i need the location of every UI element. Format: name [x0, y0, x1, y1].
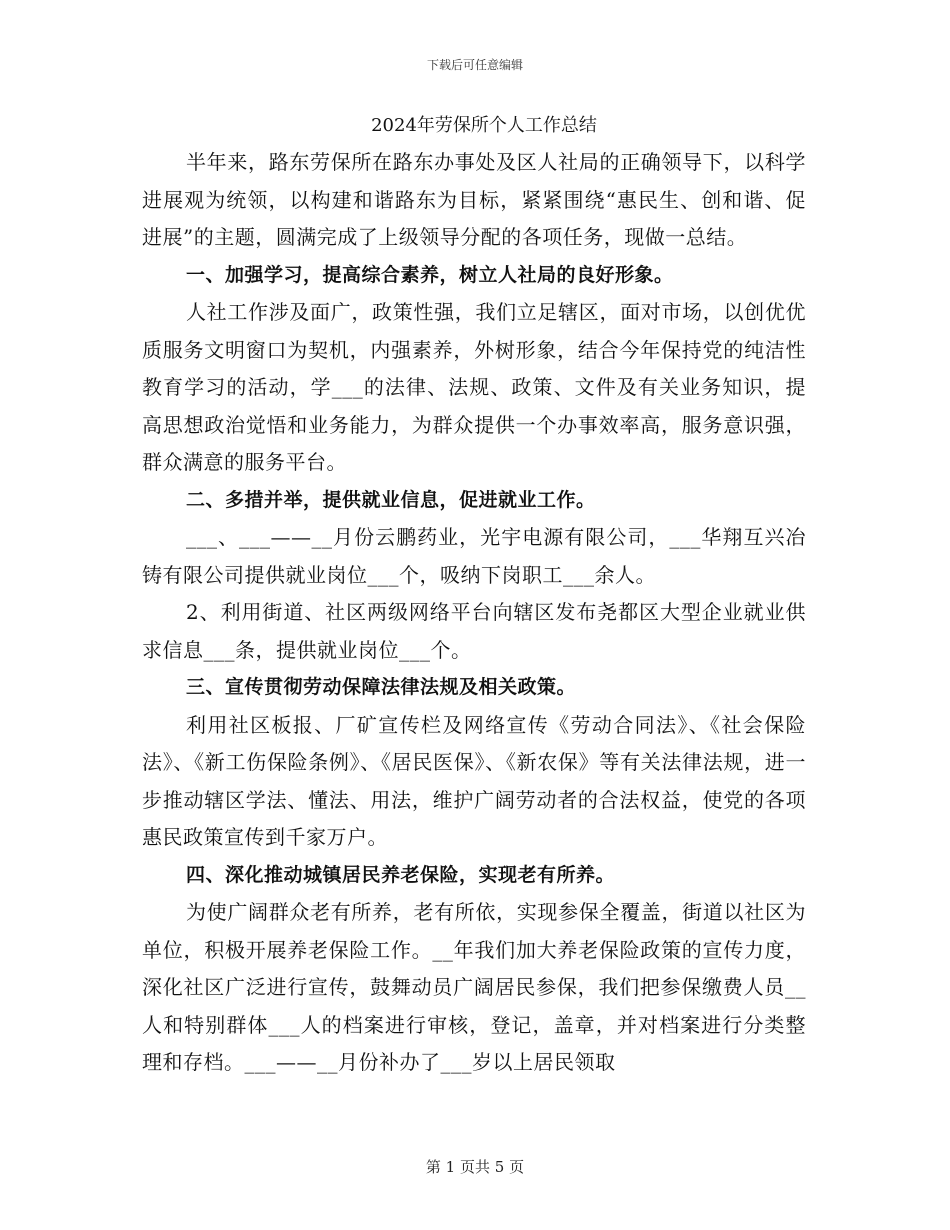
document-title: 2024年劳保所个人工作总结 [371, 115, 597, 136]
section-heading-4: 四、深化推动城镇居民养老保险，实现老有所养。 [186, 863, 616, 886]
header-note: 下载后可任意编辑 [426, 58, 523, 72]
paragraph-section-4: 为使广阔群众老有所养，老有所依，实现参保全覆盖，街道以社区为单位，积极开展养老保险工作。__年我们加大养老保险政策的宣传力度，深化社区广泛进行宣传，鼓舞动员广阔居民参保，我们把参保缴费人员__人和特别群体___人的档案进行审核，登记，盖章，并对档案进行分类整理和存档。___——__月份补办了___岁以上居民领取 [142, 900, 806, 1074]
paragraph-section-3: 利用社区板报、厂矿宣传栏及网络宣传《劳动合同法》、《社会保险法》、《新工伤保险条例》、《居民医保》、《新农保》等有关法律法规，进一步推动辖区学法、懂法、用法，维护广阔劳动者的合法权益，使党的各项惠民政策宣传到千家万户。 [142, 712, 806, 849]
paragraph-intro: 半年来，路东劳保所在路东办事处及区人社局的正确领导下，以科学进展观为统领，以构建和谐路东为目标，紧紧围绕“惠民生、创和谐、促进展”的主题，圆满完成了上级领导分配的各项任务，现做一总结。 [142, 150, 806, 249]
section-heading-1: 一、加强学习，提高综合素养，树立人社局的良好形象。 [186, 263, 674, 286]
page-number: 第 1 页共 5 页 [425, 1158, 525, 1176]
document-body [142, 112, 806, 1082]
paragraph-section-2-item-2: 2、利用街道、社区两级网络平台向辖区发布尧都区大型企业就业供求信息___条，提供就业岗位___个。 [142, 600, 806, 662]
paragraph-section-2-item-1: ___、___——__月份云鹏药业，光宇电源有限公司，___华翔互兴冶铸有限公司提供就业岗位___个，吸纳下岗职工___余人。 [142, 525, 806, 587]
paragraph-section-1: 人社工作涉及面广，政策性强，我们立足辖区，面对市场，以创优优质服务文明窗口为契机，内强素养，外树形象，结合今年保持党的纯洁性教育学习的活动，学___的法律、法规、政策、文件及有关业务知识，提高思想政治觉悟和业务能力，为群众提供一个办事效率高，服务意识强，群众满意的服务平台。 [142, 300, 806, 474]
section-heading-2: 二、多措并举，提供就业信息，促进就业工作。 [186, 488, 596, 511]
section-heading-3: 三、宣传贯彻劳动保障法律法规及相关政策。 [186, 676, 577, 698]
